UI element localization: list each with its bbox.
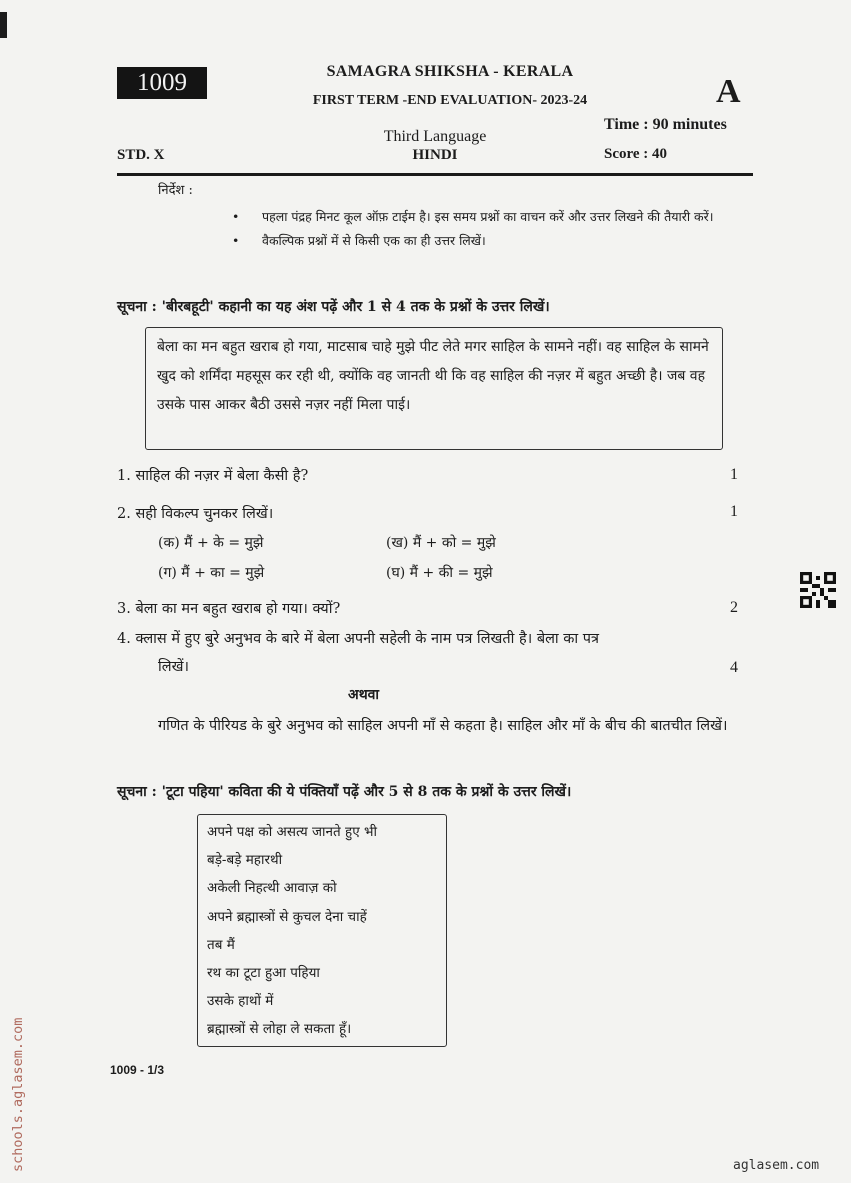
section1-notice: सूचना : 'बीरबहूटी' कहानी का यह अंश पढ़ें और 1 से 4 तक के प्रश्नों के उत्तर लिखें।	[117, 299, 550, 315]
standard-label: STD. X	[117, 147, 165, 163]
set-code: A	[716, 73, 741, 110]
poem-line: उसके हाथों में	[207, 993, 274, 1010]
passage-text: बेला का मन बहुत खराब हो गया, माटसाब चाहे मुझे पीट लेते मगर साहिल के सामने नहीं। वह साहिल के सामने खुद को शर्मिंदा महसूस कर रही थी, क्योंकि वह जानती थी कि वह साहिल की नज़र में बहुत अच्छी है। जब वह उसके पास आकर बैठी उससे नज़र नहीं मिला पाई।	[157, 339, 709, 413]
option-ka: (क) मैं + के = मुझे	[158, 535, 264, 551]
poem-line: ब्रह्मास्त्रों से लोहा ले सकता हूँ।	[207, 1021, 352, 1038]
language-label: Third Language	[383, 128, 487, 145]
score-label: Score : 40	[604, 146, 668, 162]
bottom-watermark: aglasem.com	[733, 1158, 820, 1173]
option-kha: (ख) मैं + को = मुझे	[386, 535, 496, 551]
page-footer: 1009 - 1/3	[110, 1063, 165, 1077]
poem-line: तब मैं	[207, 936, 235, 953]
poem-line: रथ का टूटा हुआ पहिया	[207, 965, 320, 982]
poem-line: अपने पक्ष को असत्य जानते हुए भी	[207, 824, 377, 840]
question-2-mark: 1	[730, 503, 738, 520]
question-3-mark: 2	[730, 599, 738, 616]
or-label: अथवा	[348, 687, 380, 703]
qr-code-icon	[800, 572, 836, 608]
instruction-text: वैकल्पिक प्रश्नों में से किसी एक का ही उत्तर लिखें।	[262, 233, 486, 248]
question-4-mark: 4	[730, 659, 738, 676]
side-watermark: schools.aglasem.com	[10, 1017, 26, 1172]
subject-name: HINDI	[412, 147, 458, 163]
organization-name: SAMAGRA SHIKSHA - KERALA	[326, 63, 574, 80]
scan-edge-mark	[0, 12, 7, 38]
paper-code-box: 1009	[117, 67, 207, 99]
bullet-icon: •	[232, 209, 240, 224]
section2-notice: सूचना : 'टूटा पहिया' कविता की ये पंक्तियाँ पढ़ें और 5 से 8 तक के प्रश्नों के उत्तर लिखें।	[117, 784, 572, 800]
question-4-alternative: गणित के पीरियड के बुरे अनुभव को साहिल अपनी माँ से कहता है। साहिल और माँ के बीच की बातचीत लिखें।	[158, 718, 728, 734]
option-ga: (ग) मैं + का = मुझे	[158, 565, 265, 581]
instruction-item	[232, 230, 732, 251]
poem-line: अकेली निहत्थी आवाज़ को	[207, 880, 337, 897]
question-1-mark: 1	[730, 466, 738, 483]
poem-line: अपने ब्रह्मास्त्रों से कुचल देना चाहें	[207, 908, 367, 925]
instruction-text: पहला पंद्रह मिनट कूल ऑफ़ टाईम है। इस समय प्रश्नों का वाचन करें और उत्तर लिखने की तैयारी करें।	[262, 209, 714, 224]
poem-text	[207, 818, 447, 1044]
header-divider	[117, 173, 753, 176]
instructions-list	[232, 206, 732, 254]
poem-line: बड़े-बड़े महारथी	[207, 852, 283, 869]
question-1: 1. साहिल की नज़र में बेला कैसी है?	[117, 468, 309, 484]
question-4-continued: लिखें।	[158, 659, 189, 675]
bullet-icon: •	[232, 233, 240, 248]
instructions-heading: निर्देश :	[158, 183, 193, 198]
question-4: 4. क्लास में हुए बुरे अनुभव के बारे में बेला अपनी सहेली के नाम पत्र लिखती है। बेला का पत्र	[117, 631, 600, 647]
exam-title: FIRST TERM -END EVALUATION- 2023-24	[312, 93, 588, 108]
question-3: 3. बेला का मन बहुत खराब हो गया। क्यों?	[117, 601, 341, 617]
time-allowed: Time : 90 minutes	[604, 116, 727, 133]
option-gha: (घ) मैं + की = मुझे	[386, 565, 493, 581]
question-2: 2. सही विकल्प चुनकर लिखें।	[117, 506, 274, 522]
instruction-item	[232, 206, 732, 227]
